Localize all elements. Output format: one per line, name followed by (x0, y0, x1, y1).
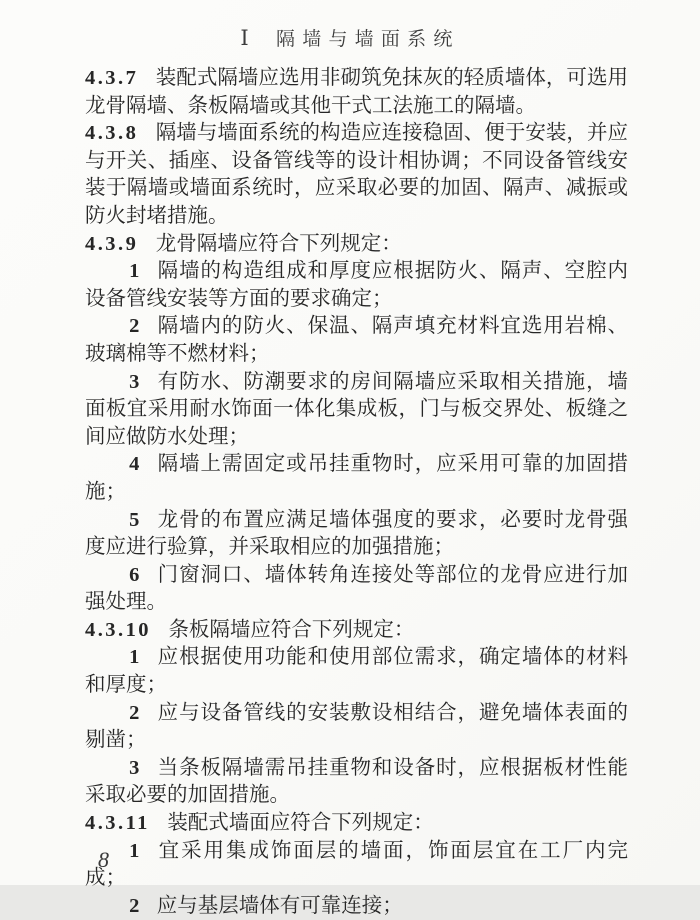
clause-number: 4.3.9 (85, 232, 139, 255)
item-number: 1 (129, 646, 140, 669)
item-number: 6 (129, 563, 140, 586)
list-item-1 (85, 644, 628, 699)
item-number: 1 (129, 260, 140, 283)
section-numeral: Ⅰ (240, 26, 249, 50)
item-number: 2 (129, 894, 140, 917)
item-number: 2 (129, 315, 140, 338)
item-number: 3 (129, 756, 140, 779)
list-item-6 (85, 562, 628, 617)
clause-paragraph-4-3-7 (85, 65, 628, 120)
item-text: 隔墙的构造组成和厚度应根据防火、隔声、空腔内设备管线安装等方面的要求确定； (85, 260, 628, 310)
clause-text: 龙骨隔墙应符合下列规定： (155, 232, 402, 255)
clause-text: 隔墙与墙面系统的构造应连接稳固、便于安装，并应与开关、插座、设备管线等的设计相协调；不同设备管线安装于隔墙或墙面系统时，应采取必要的加固、隔声、减振或防火封堵措施。 (85, 122, 628, 227)
item-text: 隔墙内的防火、保温、隔声填充材料宜选用岩棉、玻璃棉等不燃材料； (85, 315, 628, 365)
clause-paragraph-4-3-8 (85, 120, 628, 230)
item-number: 5 (129, 508, 140, 531)
item-text: 有防水、防潮要求的房间隔墙应采取相关措施，墙面板宜采用耐水饰面一体化集成板，门与板交界处、板缝之间应做防水处理； (85, 370, 628, 448)
item-text: 龙骨的布置应满足墙体强度的要求，必要时龙骨强度应进行验算，并采取相应的加强措施； (85, 508, 628, 559)
list-item-5 (85, 507, 628, 562)
list-item-2 (85, 700, 628, 755)
list-item-1 (85, 258, 628, 313)
clause-text: 条板隔墙应符合下列规定： (168, 618, 415, 641)
list-item-2 (85, 313, 628, 368)
list-item-3 (85, 369, 628, 452)
clause-number: 4.3.8 (85, 122, 139, 145)
item-text: 应与设备管线的安装敷设相结合，避免墙体表面的剔凿； (85, 701, 628, 752)
list-item-1 (85, 838, 628, 893)
document-body (85, 65, 628, 920)
item-number: 2 (129, 701, 140, 724)
item-number: 4 (129, 453, 140, 476)
item-text: 应根据使用功能和使用部位需求，确定墙体的材料和厚度； (85, 646, 628, 697)
item-text: 当条板隔墙需吊挂重物和设备时，应根据板材性能采取必要的加固措施。 (85, 756, 628, 807)
section-title: 隔墙与墙面系统 (276, 29, 460, 50)
item-text: 应与基层墙体有可靠连接； (156, 894, 403, 917)
clause-paragraph-4-3-9 (85, 231, 628, 259)
item-number: 3 (129, 370, 140, 393)
item-text: 宜采用集成饰面层的墙面，饰面层宜在工厂内完成； (85, 839, 628, 890)
item-text: 隔墙上需固定或吊挂重物时，应采用可靠的加固措施； (85, 453, 628, 503)
section-header (0, 0, 700, 51)
clause-number: 4.3.7 (85, 67, 139, 89)
page-number: 8 (98, 847, 109, 872)
list-item-3 (85, 755, 628, 810)
page-footer (98, 847, 109, 873)
clause-paragraph-4-3-10 (85, 617, 628, 645)
clause-text: 装配式隔墙应选用非砌筑免抹灰的轻质墙体，可选用龙骨隔墙、条板隔墙或其他干式工法施工的隔墙。 (85, 67, 628, 117)
clause-text: 装配式墙面应符合下列规定： (167, 812, 434, 835)
clause-number: 4.3.11 (85, 812, 150, 835)
clause-paragraph-4-3-11 (85, 810, 628, 838)
clause-number: 4.3.10 (85, 618, 152, 641)
list-item-2 (85, 893, 628, 920)
list-item-4 (85, 451, 628, 506)
item-number: 1 (129, 839, 140, 862)
item-text: 门窗洞口、墙体转角连接处等部位的龙骨应进行加强处理。 (85, 563, 628, 614)
